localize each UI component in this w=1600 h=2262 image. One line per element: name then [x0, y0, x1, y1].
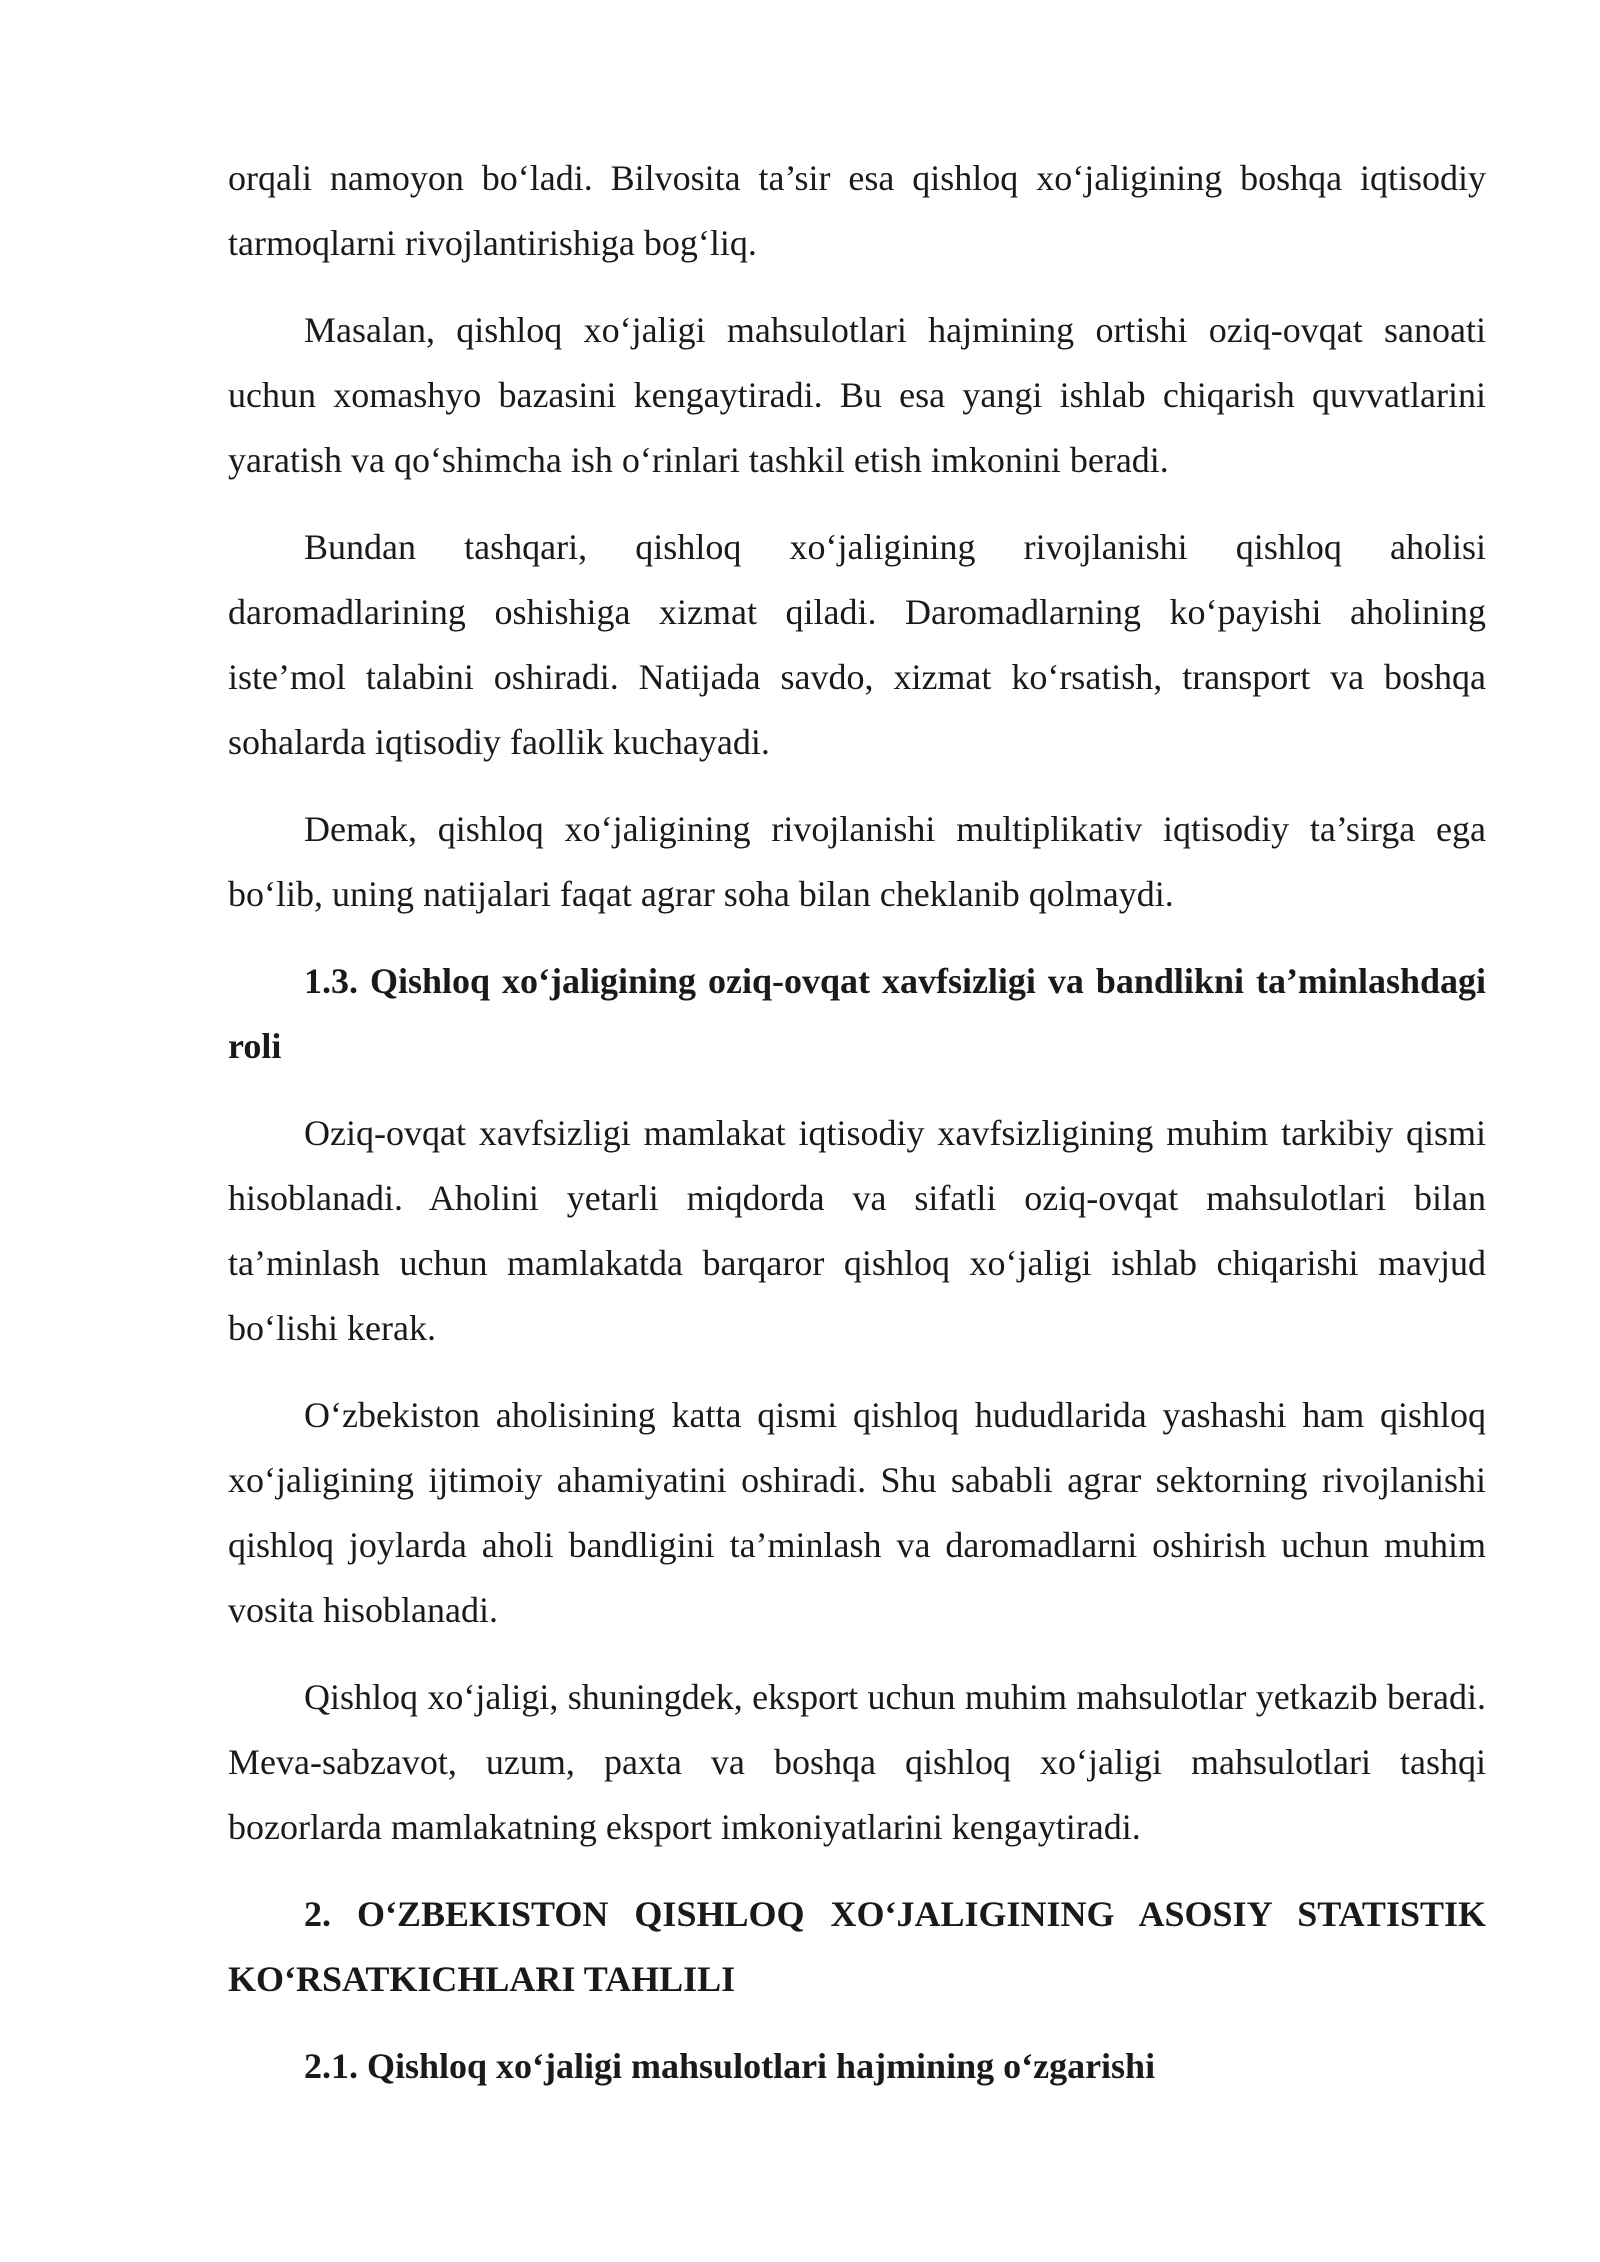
- paragraph: Demak, qishloq xo‘jaligining rivojlanishi multiplikativ iqtisodiy ta’sirga ega bo‘lib, uning natijalari faqat agrar soha bilan cheklanib qolmaydi.: [228, 809, 1486, 914]
- section-heading-2-1: 2.1. Qishloq xo‘jaligi mahsulotlari hajmining o‘zgarishi: [304, 2046, 1156, 2086]
- paragraph: Bundan tashqari, qishloq xo‘jaligining rivojlanishi qishloq aholisi daromadlarining oshishiga xizmat qiladi. Daromadlarning ko‘payishi aholining iste’mol talabini oshiradi. Natijada savdo, xizmat ko‘rsatish, transport va boshqa sohalarda iqtisodiy faollik kuchayadi.: [228, 527, 1486, 762]
- paragraph: O‘zbekiston aholisining katta qismi qishloq hududlarida yashashi ham qishloq xo‘jaligining ijtimoiy ahamiyatini oshiradi. Shu sababli agrar sektorning rivojlanishi qishloq joylarda aholi bandligini ta’minlash va daromadlarni oshirish uchun muhim vosita hisoblanadi.: [228, 1395, 1486, 1630]
- paragraph: Masalan, qishloq xo‘jaligi mahsulotlari hajmining ortishi oziq-ovqat sanoati uchun xomashyo bazasini kengaytiradi. Bu esa yangi ishlab chiqarish quvvatlarini yaratish va qo‘shimcha ish o‘rinlari tashkil etish imkonini beradi.: [228, 310, 1486, 480]
- paragraph: Qishloq xo‘jaligi, shuningdek, eksport uchun muhim mahsulotlar yetkazib beradi. Meva-sabzavot, uzum, paxta va boshqa qishloq xo‘jaligi mahsulotlari tashqi bozorlarda mamlakatning eksport imkoniyatlarini kengaytiradi.: [228, 1677, 1486, 1847]
- paragraph-continued: orqali namoyon bo‘ladi. Bilvosita ta’sir esa qishloq xo‘jaligining boshqa iqtisodiy tarmoqlarni rivojlantirishiga bog‘liq.: [228, 158, 1486, 263]
- paragraph: Oziq-ovqat xavfsizligi mamlakat iqtisodiy xavfsizligining muhim tarkibiy qismi hisoblanadi. Aholini yetarli miqdorda va sifatli oziq-ovqat mahsulotlari bilan ta’minlash uchun mamlakatda barqaror qishloq xo‘jaligi ishlab chiqarishi mavjud bo‘lishi kerak.: [228, 1113, 1486, 1348]
- document-page: [228, 146, 1486, 2099]
- section-heading-1-3: 1.3. Qishloq xo‘jaligining oziq-ovqat xavfsizligi va bandlikni ta’minlashdagi roli: [228, 961, 1486, 1066]
- chapter-heading-2: 2. O‘ZBEKISTON QISHLOQ XO‘JALIGINING ASOSIY STATISTIK KO‘RSATKICHLARI TAHLILI: [228, 1894, 1486, 1999]
